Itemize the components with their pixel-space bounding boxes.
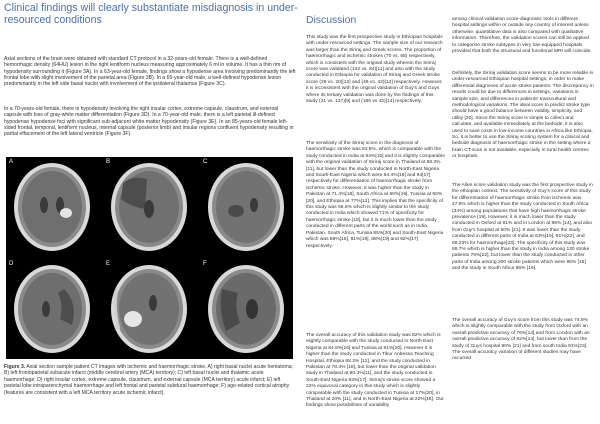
paragraph: The overall accuracy of Guy's score from this study was 74.5% which is slightly comparable with the study from Oxford with an overall predictive accuracy of 76%[14] and from London with an overall predictive accuracy of 82%[14], but lower than from the study of Guys hospital 90% [21] and from south India 91%[23]. The overall accuracy variation of different studies may have occurred	[452, 318, 590, 362]
paragraph: The overall accuracy of this validation study was 82% which is slightly comparable with the study conducted in North-East Nigeria at 84.6%[16] and Tunisia at 81%[20]. However it is higher than the study conducted in Tikur Anbessa Teaching Hospital, Ethiopia 68.2% [12], and the study conducted in Pakistan at 78.3% [18], but lower than the original validation study in Thailand at 90.3%[11], and the study conducted in South-East Nigeria 93%[17]. Siriraj's stroke score showed a 22% equivocal category in this study which is slightly comparable with the study conducted in Tunisia at 17%[20], in Thailand at 20% [11], and in North-East Nigeria at 22%[16]. Our findings show possibilities of variability	[306, 333, 444, 409]
ct-figure	[6, 157, 293, 359]
ct-panel-f	[200, 259, 293, 357]
figure-caption	[4, 364, 293, 396]
panel-label: B	[106, 159, 111, 165]
panel-label: F	[203, 261, 207, 267]
section-title: Clinical findings will clearly substantiate misdiagnosis in under-resourced conditions	[4, 2, 298, 26]
caption-label: Figure 3.	[4, 364, 26, 370]
ct-panel-b	[103, 157, 196, 255]
ct-scan-image	[200, 259, 293, 357]
paragraph: In a 70-years-old female, there is hypodensity involving the right insular cortex, extreme capsule, claustrum, and external capsule with loss of gray-white matter differentiation (Figure 3D). In a 70-year-old male, there is a left parietal ill-defined hypodense hypodense foci with significant sub-adjacent white matter hypodensity (Figure 3E). In an 85-years-old female left-sided frontal, temporal, lentiform nucleus, internal capsule (posterior limb) and insular regions confluent hypodensity resulting in partial effacement of the left lateral ventricle (Figure 3F).	[4, 106, 294, 138]
ct-panel-e	[103, 259, 196, 357]
discussion-heading: Discussion	[306, 15, 357, 26]
ct-scan-image	[103, 157, 196, 255]
paragraph: among clinical validation score-diagnostic tools in different hospital settings within or outside any country of interest unless otherwise, quantitative data is also compared with qualitative information. Therefore, the validation scores can still be applied to categorize stroke subtypes in very low-equipped hospitals provided that both the structural and functional MRI will coincide.	[452, 17, 592, 55]
ct-panel-c	[200, 157, 293, 255]
panel-label: C	[203, 159, 208, 165]
ct-panel-d	[6, 259, 99, 357]
panel-label: D	[9, 261, 14, 267]
paragraph: The Allen score validation study was the first prospective study in the ethiopian context. The sensitivity of Guy's score of this study for differentiation of haemorrhagic stroke from ischemic was 47.8% which is higher than the study conducted in South Africa (34%) among populations that have high haemorrhagic stroke prevalence [19]. However, it is much lower than the study conducted in Oxford at 81% and in London at 88% [14], and also from Guy's hospital at 50% [21]. It was lower than the study conducted in different parts of India at 63%[15], 81%[22], and 68.23% for haemorrhage[23]. The specificity of this study was 89.7% which is higher than the study in India among 130 stroke patients 76%[22], but lower than the study conducted in other parts of India among 200 stroke patients which were 95% [15] and the study in South Africa 95% [19].	[452, 183, 593, 272]
ct-scan-image	[200, 157, 293, 255]
ct-scan-image	[103, 259, 196, 357]
paragraph: This study was the first prospective study in Ethiopian hospitals with under-resourced settings. The sample size of our research was larger than the Siriraj and Greek scores. The proportion of haemorrhagic and ischemic strokes (70 vs. 68) respectively, which is consistent with the original study wherein the Siriraj score was validated (142 vs. 84)[11] and also with the study conducted in Ethiopia for validation of Siriraj and Greek stroke score (29 vs. 20)[12] and (49 vs. 42)[13] respectively. However, it is inconsistent with the original validation of Guy's and Guys where its tertiary validation was done by the findings of this study (31 vs. 137)[9] and (186 vs 42)[14] respectively.	[306, 35, 443, 105]
paragraph: Definitely, the Siriraj validation score seems to be more reliable in under-resourced Ethiopian hospital settings, in order to make differential diagnoses of acute stroke patients. The discrepancy in results could be due to differences in settings, variations in sample size, and differences in patients' transcultural and methodological variations. The ideal score to predict stroke type should have a good balance between validity, simplicity, and utility [20]. Since the Siriraj score is simple to collect and calculate, and available immediately at the bedside, it is also used to save costs in low-income countries in Africa like Ethiopia. So, it is better to use the Siriraj scoring system for a clinical and bedside diagnosis of haemorrhagic stroke in the setting where a brain CT scan is not available, especially in rural health centres or hospitals.	[452, 71, 594, 160]
ct-scan-image	[6, 157, 99, 255]
ct-scan-image	[6, 259, 99, 357]
panel-label: A	[9, 159, 14, 165]
paragraph: Axial sections of the brain were obtained with standard CT protocol in a 32-years-old female. There is a well-defined hemorrhagic density (64HU) lesion in the right lentiform nucleus measuring approximately 6 ml in volume. It has a thin rim of hypodensity surrounding it (Figure 3A). In a 63-year-old female, findings show a hypodense area involving predominantly the left frontal lobe with slight involvement of the parietal area (Figure 3B). In a 65-year-old male, a well-defined hypodense lesion predominantly in the left side basal nuclei with involvement of the ipsilateral thalamus (Figure 3C).	[4, 56, 296, 88]
ct-panel-a	[6, 157, 99, 255]
paragraph: The sensitivity of the Siriraj score in the diagnosis of haemorrhagic stroke was 83.8%, which is comparable with the study conducted in India at 84%[15] and it is slightly comparable with the original validation of Siriraj score in Thailand at 89.3%[11], but lower than the study conducted in North-East Nigeria and South-East Nigeria which were 94.4%[16] and 94[17] respectively for differentiation of haemorrhagic stroke from ischemic stroke. However, it was higher than the study in Pakistan at 71.4%[18], South Africa at 60%[19], Tunisia at 60%[20], and Ethiopia at 77%[12]. This implies that the specificity of this study was 66.6% which is slightly similar to the study conducted in India which showed 71% of specificity for haemorrhagic stroke [18], but it is much lower than the study conducted in different parts of the world such as in India, Pakistan, South Africa, Tunisia 85%[20] and South-East Nigeria which was 89%[15], 81%[18], 88%[19] and 92%[17] respectively.	[306, 141, 445, 249]
panel-label: E	[106, 261, 111, 267]
caption-text: Axial section sample patient CT images with ischemic and haemorrhagic stroke. A) right basal nuclei acute hematoma; B) left frontoparietal subacute infarct (middle cerebral artery (MCA) territory); C) left basal nuclei and thalamic acute haemorrhage; D) right insular cortex, extreme capsule, claustrum, and external capsule (MCA territory) acute infarct; E) left parietal lobe intraparenchymal haemorrhage and left frontal and parietal subdural haemorrhage; F) age-related cortical atrophy (features are consistent with a left MCA territory acute ischemic infarct).	[4, 364, 293, 396]
